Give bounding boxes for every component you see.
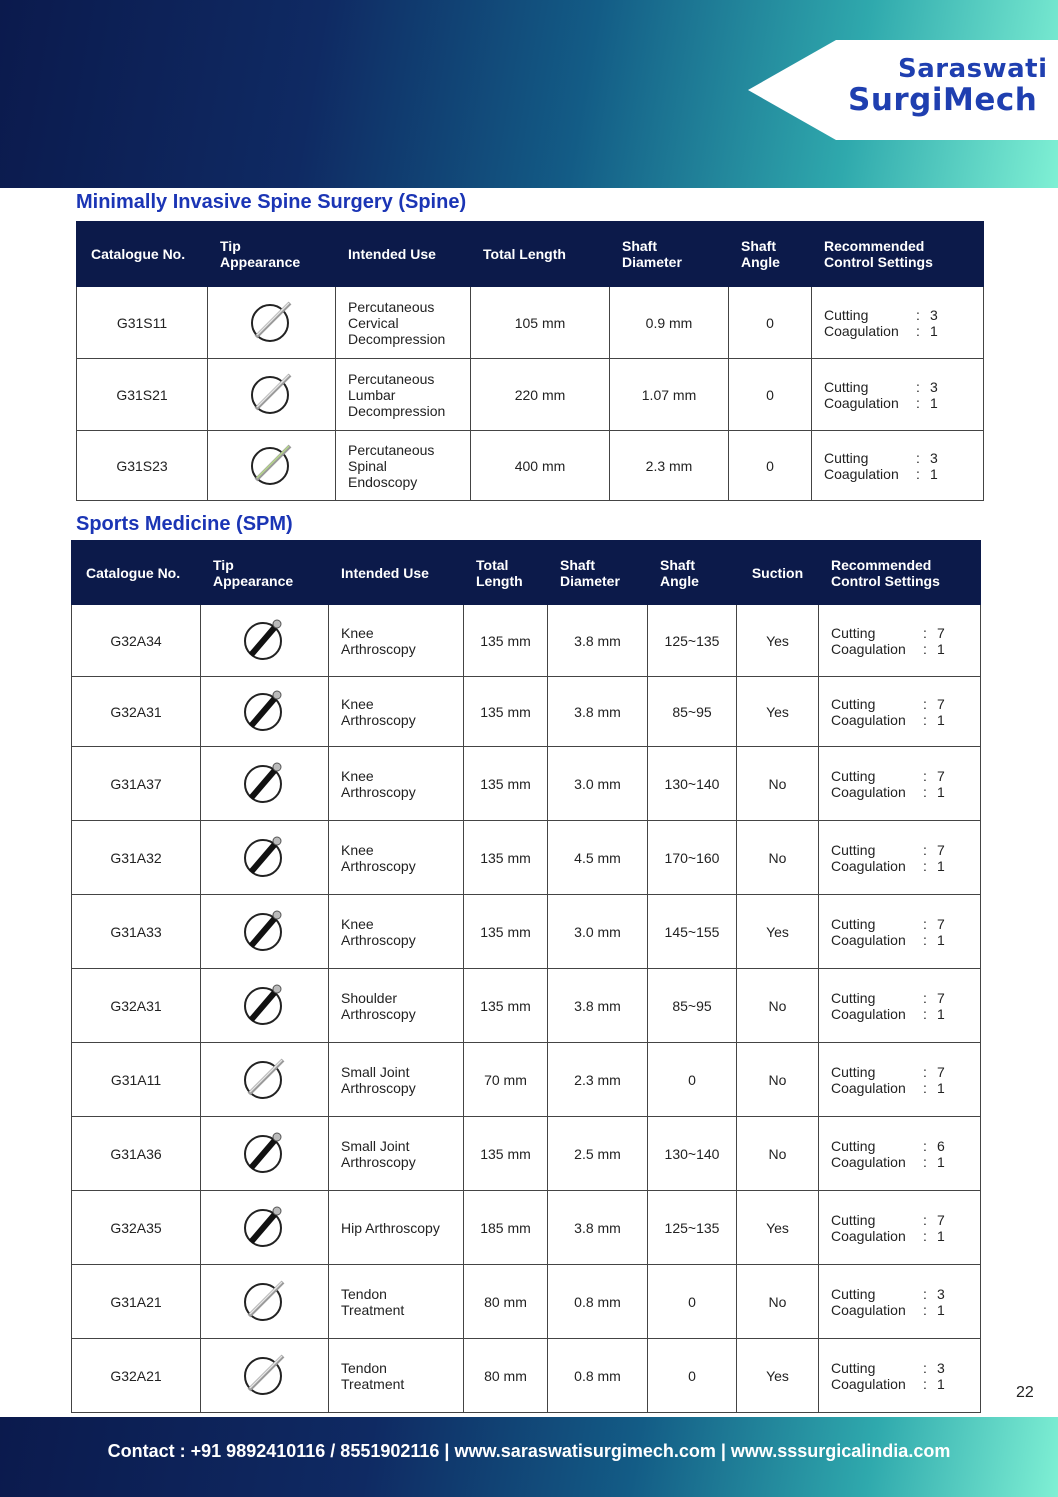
setting-colon: :	[916, 449, 920, 466]
header-use: Intended Use	[329, 541, 464, 605]
spm-header-row	[72, 541, 981, 605]
straight-probe-tip-icon	[241, 1276, 289, 1327]
table-row	[72, 1043, 981, 1117]
tip-appearance-cell	[201, 821, 329, 895]
setting-value-coagulation: 1	[930, 322, 938, 339]
setting-value-coagulation: 1	[930, 394, 938, 411]
table-row	[72, 747, 981, 821]
tip-appearance-cell	[201, 1043, 329, 1117]
straight-probe-tip-icon	[248, 297, 296, 348]
total-length: 135 mm	[464, 821, 548, 895]
setting-value-coagulation: 1	[937, 1153, 945, 1170]
table-row	[72, 605, 981, 677]
tip-appearance-cell	[201, 605, 329, 677]
setting-colon: :	[916, 378, 920, 395]
setting-label-coagulation: Coagulation	[831, 1153, 906, 1170]
tip-appearance-cell	[208, 431, 336, 501]
shaft-angle: 85~95	[648, 677, 737, 747]
total-length: 80 mm	[464, 1265, 548, 1339]
control-settings-cell	[819, 1265, 981, 1339]
catalogue-number: G31S21	[77, 359, 208, 431]
setting-colon: :	[923, 1063, 927, 1080]
setting-label-cutting: Cutting	[824, 378, 869, 395]
shaft-diameter: 0.9 mm	[610, 287, 729, 359]
setting-colon: :	[923, 1285, 927, 1302]
angled-probe-tip-icon	[241, 832, 289, 883]
tip-appearance-cell	[208, 359, 336, 431]
setting-label-coagulation: Coagulation	[831, 783, 906, 800]
shaft-angle: 130~140	[648, 747, 737, 821]
shaft-diameter: 2.5 mm	[548, 1117, 648, 1191]
setting-value-coagulation: 1	[937, 1227, 945, 1244]
setting-label-cutting: Cutting	[824, 449, 869, 466]
control-settings-cell	[812, 287, 984, 359]
setting-value-coagulation: 1	[930, 465, 938, 482]
shaft-diameter: 1.07 mm	[610, 359, 729, 431]
setting-colon: :	[923, 1301, 927, 1318]
setting-value-coagulation: 1	[937, 711, 945, 728]
setting-colon: :	[923, 1375, 927, 1392]
angled-probe-tip-icon	[241, 1202, 289, 1253]
total-length: 135 mm	[464, 605, 548, 677]
control-settings-cell	[819, 895, 981, 969]
intended-use: Knee Arthroscopy	[329, 747, 464, 821]
setting-label-coagulation: Coagulation	[831, 1301, 906, 1318]
header-length: Total Length	[471, 222, 610, 287]
intended-use: Percutaneous Cervical Decompression	[336, 287, 471, 359]
table-row	[72, 821, 981, 895]
setting-label-coagulation: Coagulation	[831, 1375, 906, 1392]
header-tip: Tip Appearance	[201, 541, 329, 605]
spm-table	[71, 540, 981, 1413]
table-row	[72, 1339, 981, 1413]
setting-label-coagulation: Coagulation	[831, 931, 906, 948]
setting-label-coagulation: Coagulation	[831, 711, 906, 728]
shaft-diameter: 0.8 mm	[548, 1339, 648, 1413]
suction: No	[737, 1265, 819, 1339]
angled-probe-tip-icon	[241, 686, 289, 737]
shaft-angle: 85~95	[648, 969, 737, 1043]
setting-value-coagulation: 1	[937, 640, 945, 657]
header-catalogue: Catalogue No.	[77, 222, 208, 287]
setting-value-coagulation: 1	[937, 931, 945, 948]
control-settings-cell	[819, 969, 981, 1043]
total-length: 400 mm	[471, 431, 610, 501]
catalogue-number: G32A21	[72, 1339, 201, 1413]
shaft-angle: 0	[648, 1043, 737, 1117]
total-length: 135 mm	[464, 747, 548, 821]
tip-appearance-cell	[201, 677, 329, 747]
setting-label-coagulation: Coagulation	[824, 394, 899, 411]
setting-label-coagulation: Coagulation	[824, 465, 899, 482]
setting-colon: :	[923, 931, 927, 948]
setting-colon: :	[923, 640, 927, 657]
tip-appearance-cell	[201, 1265, 329, 1339]
header-settings: Recommended Control Settings	[819, 541, 981, 605]
catalogue-number: G31S23	[77, 431, 208, 501]
header-settings: Recommended Control Settings	[812, 222, 984, 287]
spine-header-row	[77, 222, 984, 287]
header-length: Total Length	[464, 541, 548, 605]
shaft-diameter: 2.3 mm	[548, 1043, 648, 1117]
intended-use: Shoulder Arthroscopy	[329, 969, 464, 1043]
setting-label-cutting: Cutting	[831, 1137, 876, 1154]
setting-colon: :	[923, 857, 927, 874]
setting-value-cutting: 7	[937, 1063, 945, 1080]
setting-value-cutting: 7	[937, 841, 945, 858]
setting-colon: :	[923, 989, 927, 1006]
setting-colon: :	[916, 306, 920, 323]
header-catalogue: Catalogue No.	[72, 541, 201, 605]
angled-probe-tip-icon	[241, 980, 289, 1031]
control-settings-cell	[812, 431, 984, 501]
tip-appearance-cell	[208, 287, 336, 359]
angled-probe-tip-icon	[241, 615, 289, 666]
catalogue-number: G31A36	[72, 1117, 201, 1191]
setting-value-cutting: 7	[937, 915, 945, 932]
angled-probe-tip-icon	[241, 1128, 289, 1179]
setting-value-cutting: 7	[937, 989, 945, 1006]
intended-use: Tendon Treatment	[329, 1339, 464, 1413]
setting-colon: :	[923, 783, 927, 800]
setting-colon: :	[923, 1359, 927, 1376]
spine-table	[76, 221, 984, 501]
control-settings-cell	[819, 747, 981, 821]
total-length: 80 mm	[464, 1339, 548, 1413]
suction: No	[737, 1117, 819, 1191]
catalogue-number: G32A35	[72, 1191, 201, 1265]
suction: Yes	[737, 1339, 819, 1413]
setting-colon: :	[923, 915, 927, 932]
table-row	[77, 431, 984, 501]
setting-value-cutting: 7	[937, 624, 945, 641]
spine-section-title: Minimally Invasive Spine Surgery (Spine)	[76, 191, 467, 213]
shaft-diameter: 0.8 mm	[548, 1265, 648, 1339]
shaft-angle: 0	[729, 431, 812, 501]
straight-probe-tip-icon	[248, 369, 296, 420]
intended-use: Knee Arthroscopy	[329, 895, 464, 969]
setting-label-coagulation: Coagulation	[831, 640, 906, 657]
shaft-diameter: 3.0 mm	[548, 747, 648, 821]
header-diameter: Shaft Diameter	[610, 222, 729, 287]
angled-probe-tip-icon	[241, 758, 289, 809]
setting-colon: :	[916, 394, 920, 411]
page-header	[0, 0, 1058, 188]
header-suction: Suction	[737, 541, 819, 605]
setting-label-cutting: Cutting	[824, 306, 869, 323]
setting-colon: :	[923, 1005, 927, 1022]
catalogue-number: G32A34	[72, 605, 201, 677]
catalogue-number: G31A11	[72, 1043, 201, 1117]
straight-probe-tip-icon	[241, 1054, 289, 1105]
setting-label-cutting: Cutting	[831, 841, 876, 858]
setting-label-cutting: Cutting	[831, 1063, 876, 1080]
shaft-angle: 0	[648, 1339, 737, 1413]
suction: No	[737, 969, 819, 1043]
setting-value-cutting: 7	[937, 767, 945, 784]
table-row	[72, 677, 981, 747]
intended-use: Percutaneous Spinal Endoscopy	[336, 431, 471, 501]
shaft-angle: 0	[648, 1265, 737, 1339]
total-length: 135 mm	[464, 1117, 548, 1191]
control-settings-cell	[819, 1117, 981, 1191]
suction: Yes	[737, 895, 819, 969]
control-settings-cell	[819, 1191, 981, 1265]
setting-colon: :	[923, 695, 927, 712]
header-diameter: Shaft Diameter	[548, 541, 648, 605]
setting-label-coagulation: Coagulation	[831, 857, 906, 874]
control-settings-cell	[819, 1043, 981, 1117]
total-length: 220 mm	[471, 359, 610, 431]
intended-use: Small Joint Arthroscopy	[329, 1043, 464, 1117]
shaft-angle: 125~135	[648, 605, 737, 677]
setting-value-cutting: 3	[930, 378, 938, 395]
control-settings-cell	[812, 359, 984, 431]
tip-appearance-cell	[201, 1191, 329, 1265]
setting-colon: :	[923, 1137, 927, 1154]
shaft-diameter: 3.8 mm	[548, 969, 648, 1043]
intended-use: Knee Arthroscopy	[329, 677, 464, 747]
catalogue-number: G32A31	[72, 677, 201, 747]
setting-colon: :	[923, 841, 927, 858]
setting-value-cutting: 3	[937, 1359, 945, 1376]
shaft-diameter: 4.5 mm	[548, 821, 648, 895]
setting-label-coagulation: Coagulation	[831, 1005, 906, 1022]
suction: Yes	[737, 605, 819, 677]
header-angle: Shaft Angle	[648, 541, 737, 605]
setting-label-cutting: Cutting	[831, 624, 876, 641]
flexible-probe-tip-icon	[248, 440, 296, 491]
setting-label-cutting: Cutting	[831, 1211, 876, 1228]
setting-value-coagulation: 1	[937, 783, 945, 800]
setting-colon: :	[923, 1079, 927, 1096]
setting-colon: :	[923, 767, 927, 784]
shaft-angle: 125~135	[648, 1191, 737, 1265]
tip-appearance-cell	[201, 1339, 329, 1413]
total-length: 70 mm	[464, 1043, 548, 1117]
straight-probe-tip-icon	[241, 1350, 289, 1401]
angled-probe-tip-icon	[241, 906, 289, 957]
shaft-angle: 0	[729, 287, 812, 359]
header-tip: Tip Appearance	[208, 222, 336, 287]
shaft-angle: 0	[729, 359, 812, 431]
tip-appearance-cell	[201, 1117, 329, 1191]
setting-colon: :	[923, 624, 927, 641]
setting-value-coagulation: 1	[937, 1375, 945, 1392]
total-length: 105 mm	[471, 287, 610, 359]
setting-label-cutting: Cutting	[831, 1285, 876, 1302]
intended-use: Knee Arthroscopy	[329, 605, 464, 677]
setting-label-cutting: Cutting	[831, 767, 876, 784]
shaft-diameter: 3.8 mm	[548, 677, 648, 747]
shaft-diameter: 3.8 mm	[548, 1191, 648, 1265]
control-settings-cell	[819, 821, 981, 895]
setting-label-coagulation: Coagulation	[824, 322, 899, 339]
shaft-diameter: 2.3 mm	[610, 431, 729, 501]
setting-value-cutting: 7	[937, 695, 945, 712]
catalogue-number: G31A37	[72, 747, 201, 821]
shaft-angle: 170~160	[648, 821, 737, 895]
shaft-diameter: 3.8 mm	[548, 605, 648, 677]
catalogue-number: G32A31	[72, 969, 201, 1043]
table-row	[72, 1191, 981, 1265]
table-row	[77, 287, 984, 359]
setting-colon: :	[923, 1211, 927, 1228]
intended-use: Hip Arthroscopy	[329, 1191, 464, 1265]
control-settings-cell	[819, 677, 981, 747]
setting-value-coagulation: 1	[937, 1005, 945, 1022]
tip-appearance-cell	[201, 895, 329, 969]
catalogue-number: G31A33	[72, 895, 201, 969]
tip-appearance-cell	[201, 969, 329, 1043]
control-settings-cell	[819, 1339, 981, 1413]
intended-use: Knee Arthroscopy	[329, 821, 464, 895]
setting-label-cutting: Cutting	[831, 695, 876, 712]
catalogue-number: G31A21	[72, 1265, 201, 1339]
shaft-angle: 145~155	[648, 895, 737, 969]
page-number: 22	[1016, 1384, 1034, 1401]
suction: Yes	[737, 1191, 819, 1265]
tip-appearance-cell	[201, 747, 329, 821]
table-row	[77, 359, 984, 431]
setting-colon: :	[916, 465, 920, 482]
spm-section-title: Sports Medicine (SPM)	[76, 513, 293, 535]
setting-colon: :	[923, 711, 927, 728]
catalogue-number: G31S11	[77, 287, 208, 359]
suction: Yes	[737, 677, 819, 747]
total-length: 135 mm	[464, 895, 548, 969]
setting-value-cutting: 7	[937, 1211, 945, 1228]
intended-use: Percutaneous Lumbar Decompression	[336, 359, 471, 431]
shaft-diameter: 3.0 mm	[548, 895, 648, 969]
setting-label-cutting: Cutting	[831, 915, 876, 932]
intended-use: Small Joint Arthroscopy	[329, 1117, 464, 1191]
suction: No	[737, 747, 819, 821]
setting-colon: :	[916, 322, 920, 339]
setting-value-coagulation: 1	[937, 857, 945, 874]
table-row	[72, 1265, 981, 1339]
table-row	[72, 895, 981, 969]
setting-value-cutting: 3	[930, 306, 938, 323]
setting-label-cutting: Cutting	[831, 989, 876, 1006]
brand-name-line1: Saraswati	[898, 54, 1048, 84]
shaft-angle: 130~140	[648, 1117, 737, 1191]
setting-value-coagulation: 1	[937, 1301, 945, 1318]
suction: No	[737, 821, 819, 895]
setting-value-cutting: 3	[937, 1285, 945, 1302]
brand-logo	[748, 40, 1058, 140]
total-length: 135 mm	[464, 969, 548, 1043]
control-settings-cell	[819, 605, 981, 677]
table-row	[72, 1117, 981, 1191]
header-angle: Shaft Angle	[729, 222, 812, 287]
suction: No	[737, 1043, 819, 1117]
setting-label-coagulation: Coagulation	[831, 1079, 906, 1096]
setting-label-cutting: Cutting	[831, 1359, 876, 1376]
header-use: Intended Use	[336, 222, 471, 287]
setting-value-coagulation: 1	[937, 1079, 945, 1096]
footer-contact: Contact : +91 9892410116 / 8551902116 | www.saraswatisurgimech.com | www.sssurgicalindia.com	[107, 1441, 951, 1461]
setting-colon: :	[923, 1153, 927, 1170]
setting-label-coagulation: Coagulation	[831, 1227, 906, 1244]
catalogue-number: G31A32	[72, 821, 201, 895]
table-row	[72, 969, 981, 1043]
setting-value-cutting: 6	[937, 1137, 945, 1154]
total-length: 135 mm	[464, 677, 548, 747]
intended-use: Tendon Treatment	[329, 1265, 464, 1339]
page-footer	[0, 1417, 1058, 1497]
setting-colon: :	[923, 1227, 927, 1244]
total-length: 185 mm	[464, 1191, 548, 1265]
setting-value-cutting: 3	[930, 449, 938, 466]
brand-name-line2: SurgiMech	[848, 82, 1038, 118]
